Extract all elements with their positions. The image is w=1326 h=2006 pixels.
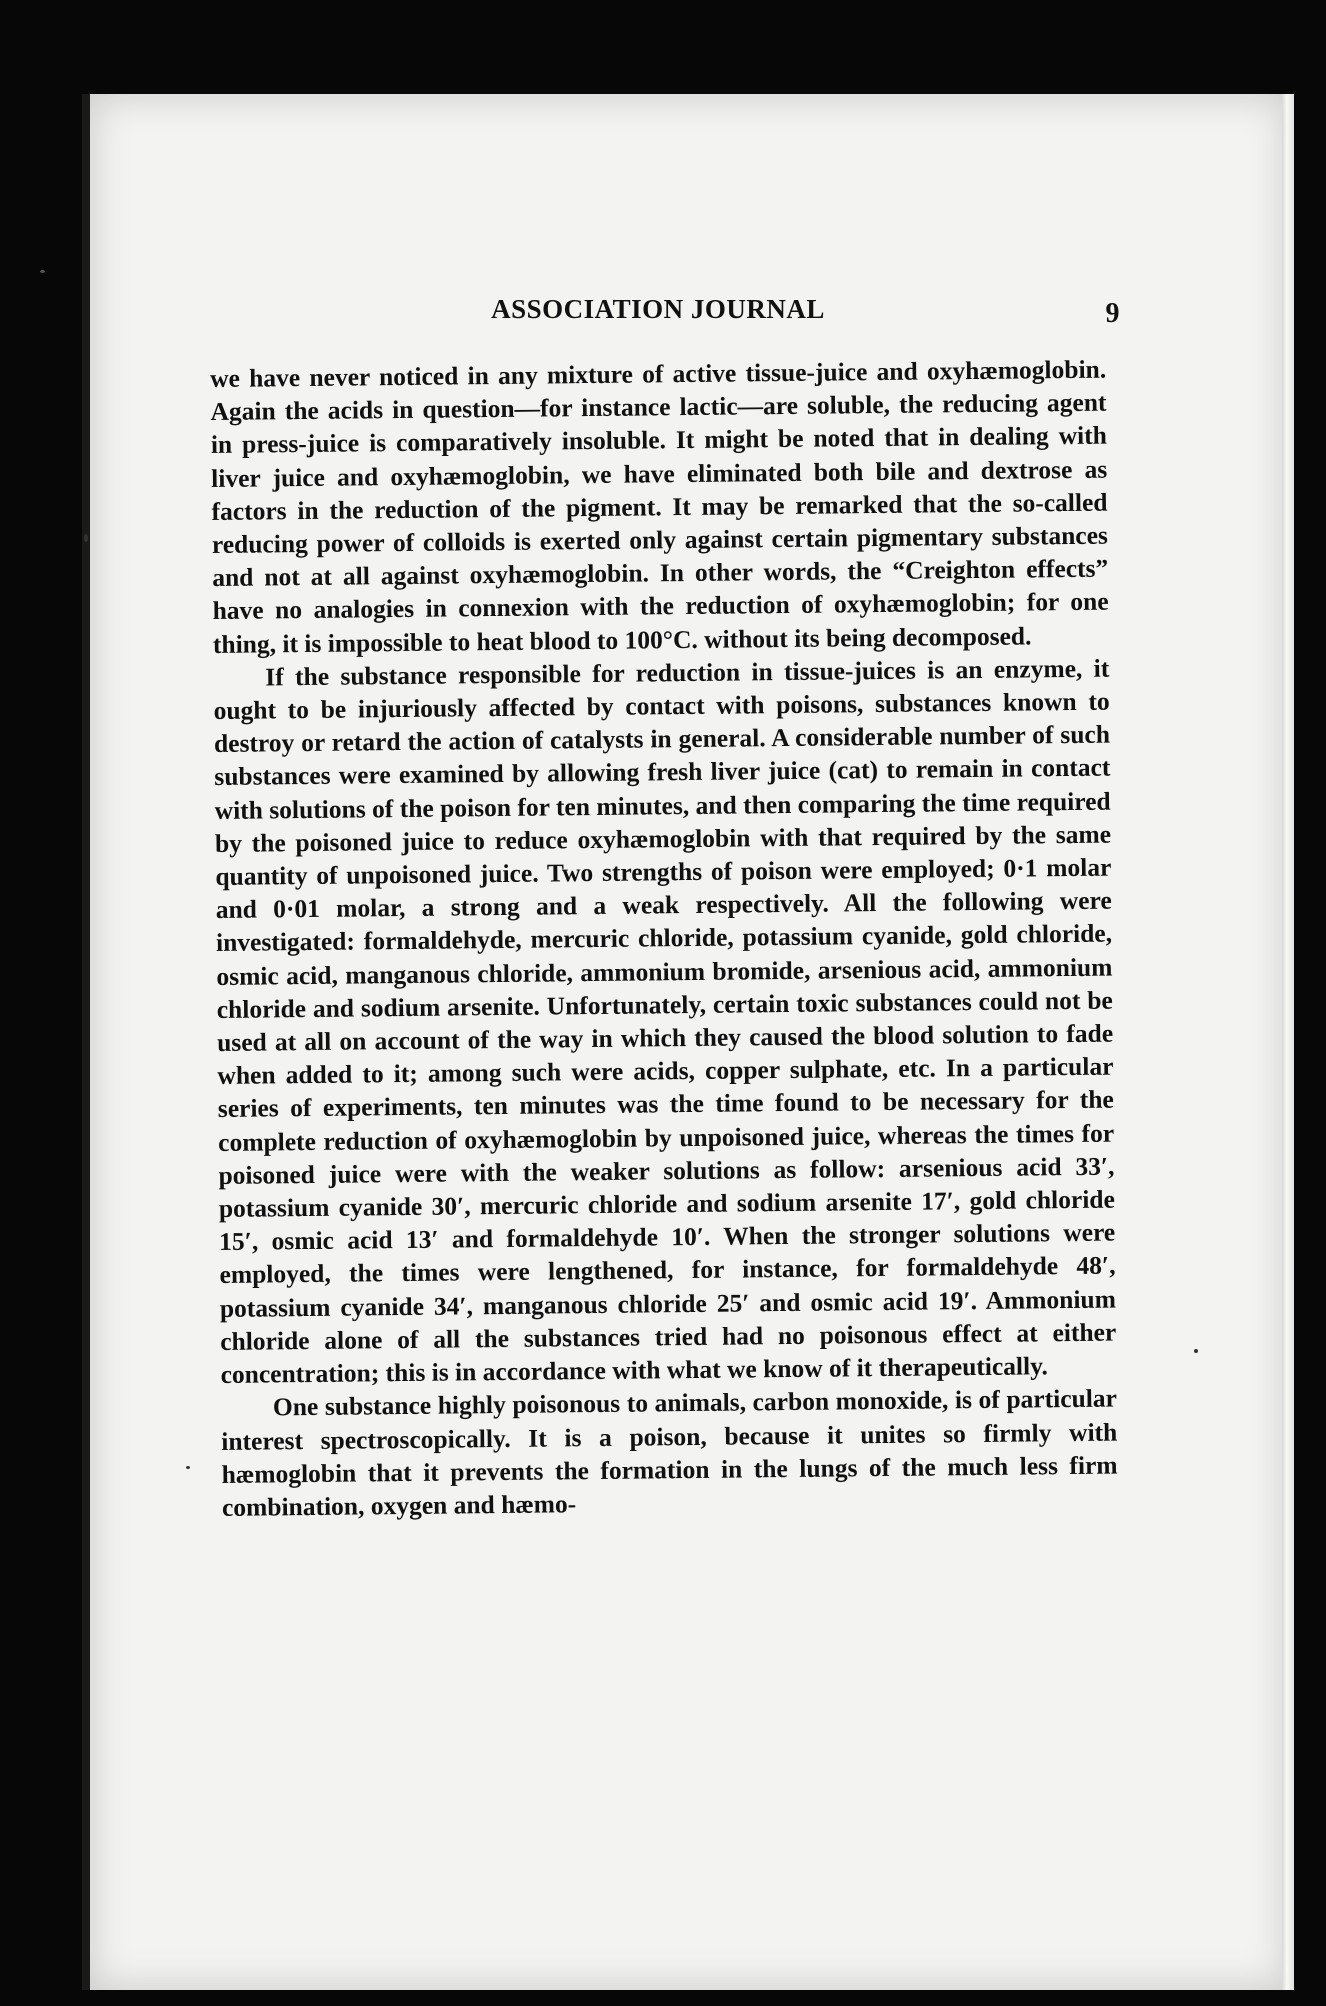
running-head [210,294,1120,346]
body-text [210,353,1118,1524]
page-number: 9 [1105,298,1120,329]
paragraph-carbon-monoxide: One substance highly poisonous to animals, carbon monoxide, is of particular interest spectroscopically. It is a poison, because it unites so firmly with hæmoglobin that it prevents the formation in the lungs of the much less firm combination, oxygen and hæmo- [221,1383,1118,1522]
page-edge [1282,94,1294,1990]
scan-speck [84,534,88,542]
page-content [210,294,1120,1524]
book-page [82,94,1288,1990]
journal-title: ASSOCIATION JOURNAL [491,294,825,324]
paragraph-enzyme-poisons: If the substance responsible for reduction in tissue-juices is an enzyme, it ought to be injuriously affected by contact with poisons, substances known to destroy or retard the action of catalysts in general. A considerable number of such substances were examined by allowing fresh liver juice (cat) to remain in contact with solutions of the poison for ten minutes, and then comparing the time required by the poisoned juice to reduce oxyhæmoglobin with that required by the same quantity of unpoisoned juice. Two strengths of poison were employed; 0·1 molar and 0·01 molar, a strong and a weak respectively. All the following were investigated: formaldehyde, mercuric chloride, potassium cyanide, gold chloride, osmic acid, manganous chloride, ammonium bromide, arsenious acid, ammonium chloride and sodium arsenite. Unfortunately, certain toxic substances could not be used at all on account of the way in which they caused the blood solution to fade when added to it; among such were acids, copper sulphate, etc. In a particular series of experiments, ten minutes was the time found to be necessary for the complete reduction of oxyhæmoglobin by unpoisoned juice, whereas the times for poisoned juice were with the weaker solutions as follow: arsenious acid 33′, potassium cyanide 30′, mercuric chloride and sodium arsenite 17′, gold chloride 15′, osmic acid 13′ and formaldehyde 10′. When the stronger solutions were employed, the times were lengthened, for instance, for formaldehyde 48′, potassium cyanide 34′, manganous chloride 25′ and osmic acid 19′. Ammonium chloride alone of all the substances tried had no poisonous effect at either concentration; this is in accordance with what we know of it therapeutically. [213,653,1117,1390]
scan-speck [186,1466,190,1469]
paragraph-continuation: we have never noticed in any mixture of active tissue-juice and oxyhæmoglobin. Again the acids in question—for instance lactic—are soluble, the reducing agent in press-juice is comparatively insoluble. It might be noted that in dealing with liver juice and oxyhæmoglobin, we have eliminated both bile and dextrose as factors in the reduction of the pigment. It may be remarked that the so-called reducing power of colloids is exerted only against certain pigmentary substances and not at all against oxyhæmoglobin. In other words, the “Creighton effects” have no analogies in connexion with the reduction of oxyhæmoglobin; for one thing, it is impossible to heat blood to 100°C. without its being decomposed. [210,354,1109,659]
scan-speck [1194,1349,1198,1353]
scan-speck [40,270,45,273]
